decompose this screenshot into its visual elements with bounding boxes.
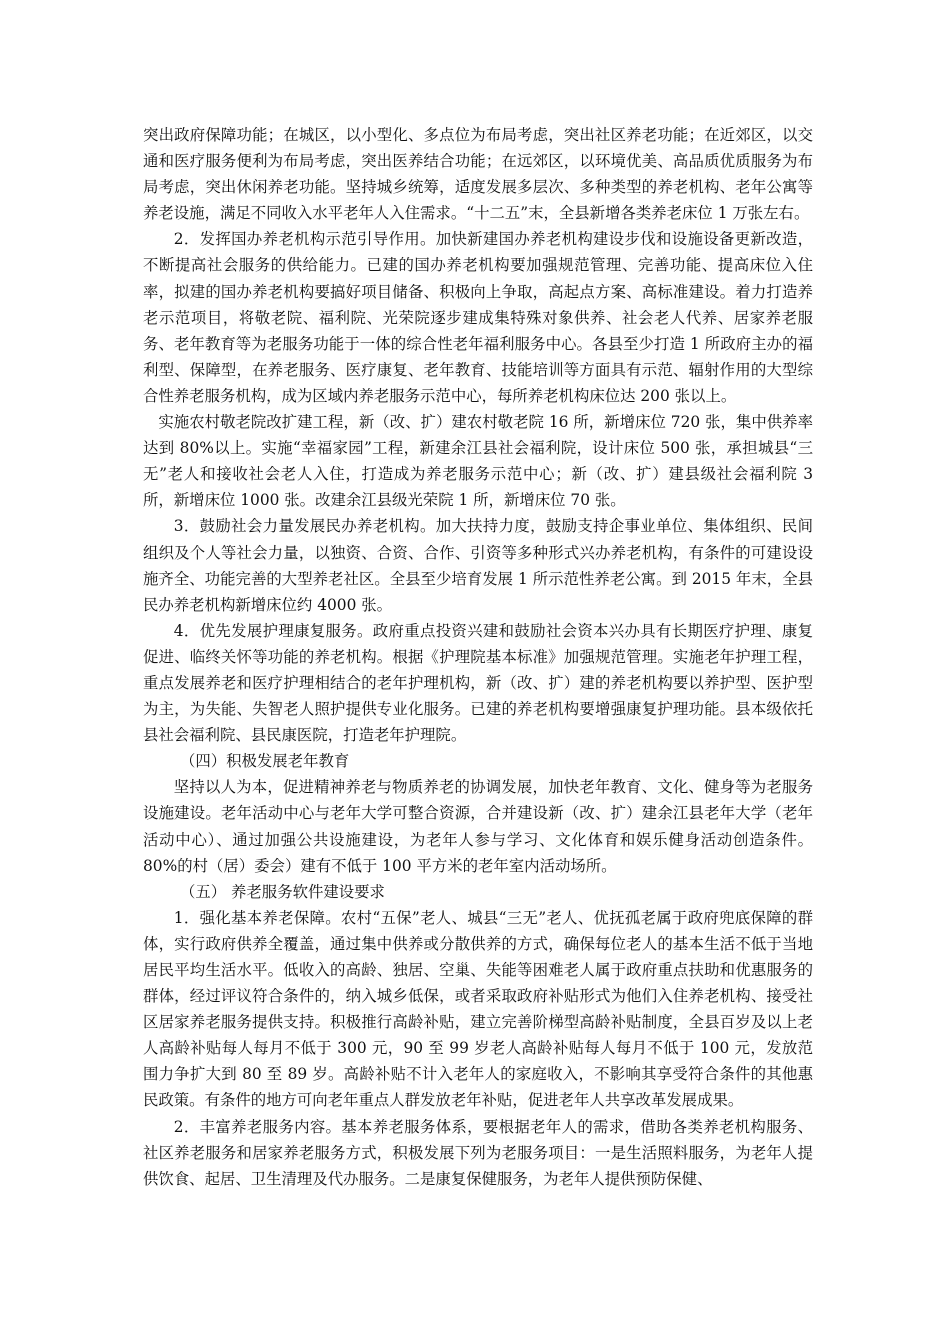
paragraph-service-content: 2．丰富养老服务内容。基本养老服务体系，要根据老年人的需求，借助各类养老机构服务、社区养老服务和居家养老服务方式，积极发展下列为老服务项目：一是生活照料服务，为老年人提供饮食、起居、卫生清理及代办服务。二是康复保健服务，为老年人提供预防保健、 <box>143 1117 813 1188</box>
paragraph-state-run-institutions: 2．发挥国办养老机构示范引导作用。加快新建国办养老机构建设步伐和设施设备更新改造，不断提高社会服务的供给能力。已建的国办养老机构要加强规范管理、完善功能、提高床位入住率，拟建的国办养老机构要搞好项目储备、积极向上争取，高起点方案、高标准建设。着力打造养老示范项目，将敬老院、福利院、光荣院逐步建成集特殊对象供养、社会老人代养、居家养老服务、老年教育等为老服务功能于一体的综合性老年福利服务中心。各县至少打造 1 所政府主办的福利型、保障型，在养老服务、医疗康复、老年教育、技能培训等方面具有示范、辐射作用的大型综合性养老服务机构，成为区域内养老服务示范中心，每所养老机构床位达 200 张以上。 <box>143 230 813 405</box>
section-heading-elder-education: （四）积极发展老年教育 <box>179 752 350 771</box>
document-page <box>143 122 813 1192</box>
paragraph-basic-security: 1．强化基本养老保障。农村“五保”老人、城县“三无”老人、优抚孤老属于政府兜底保障的群体，实行政府供养全覆盖，通过集中供养或分散供养的方式，确保每位老人的基本生活不低于当地居民平均生活水平。低收入的高龄、独居、空巢、失能等困难老人属于政府重点扶助和优惠服务的群体，经过评议符合条件的，纳入城乡低保，或者采取政府补贴形式为他们入住养老机构、接受社区居家养老服务提供支持。积极推行高龄补贴，建立完善阶梯型高龄补贴制度，全县百岁及以上老人高龄补贴每人每月不低于 300 元，90 至 99 岁老人高龄补贴每人每月不低于 100 元，发放范围力争扩大到 80 至 89 岁。高龄补贴不计入老年人的家庭收入，不影响其享受符合条件的其他惠民政策。有条件的地方可向老年重点人群发放老年补贴，促进老年人共享改革发展成果。 <box>143 908 813 1110</box>
paragraph-elder-education: 坚持以人为本，促进精神养老与物质养老的协调发展，加快老年教育、文化、健身等为老服务设施建设。老年活动中心与老年大学可整合资源，合并建设新（改、扩）建余江县老年大学（老年活动中心）、通过加强公共设施建设，为老年人参与学习、文化体育和娱乐健身活动创造条件。80%的村（居）委会）建有不低于 100 平方米的老年室内活动场所。 <box>143 778 813 875</box>
section-heading-software-requirements: （五） 养老服务软件建设要求 <box>179 882 385 901</box>
paragraph-facility-layout: 突出政府保障功能；在城区，以小型化、多点位为布局考虑，突出社区养老功能；在近郊区，以交通和医疗服务便利为布局考虑，突出医养结合功能；在远郊区，以环境优美、高品质优质服务为布局考虑，突出休闲养老功能。坚持城乡统筹，适度发展多层次、多种类型的养老机构、老年公寓等养老设施，满足不同收入水平老年人入住需求。“十二五”末，全县新增各类养老床位 1 万张左右。 <box>143 126 813 223</box>
paragraph-nursing-rehab: 4．优先发展护理康复服务。政府重点投资兴建和鼓励社会资本兴办具有长期医疗护理、康复促进、临终关怀等功能的养老机构。根据《护理院基本标准》加强规范管理。实施老年护理工程，重点发展养老和医疗护理相结合的老年护理机构，新（改、扩）建的养老机构要以养护型、医护型为主，为失能、失智老人照护提供专业化服务。已建的养老机构要增强康复护理功能。县本级依托县社会福利院、县民康医院，打造老年护理院。 <box>143 621 813 745</box>
paragraph-rural-nursing-homes: 实施农村敬老院改扩建工程，新（改、扩）建农村敬老院 16 所，新增床位 720 张，集中供养率达到 80%以上。实施“幸福家园”工程，新建余江县社会福利院，设计床位 500 张，承担城县“三无”老人和接收社会老人入住，打造成为养老服务示范中心；新（改、扩）建县级社会福利院 3 所，新增床位 1000 张。改建余江县级光荣院 1 所，新增床位 70 张。 <box>143 413 813 510</box>
paragraph-private-institutions: 3．鼓励社会力量发展民办养老机构。加大扶持力度，鼓励支持企事业单位、集体组织、民间组织及个人等社会力量，以独资、合资、合作、引资等多种形式兴办养老机构，有条件的可建设设施齐全、功能完善的大型养老社区。全县至少培育发展 1 所示范性养老公寓。到 2015 年末，全县民办养老机构新增床位约 4000 张。 <box>143 517 813 614</box>
